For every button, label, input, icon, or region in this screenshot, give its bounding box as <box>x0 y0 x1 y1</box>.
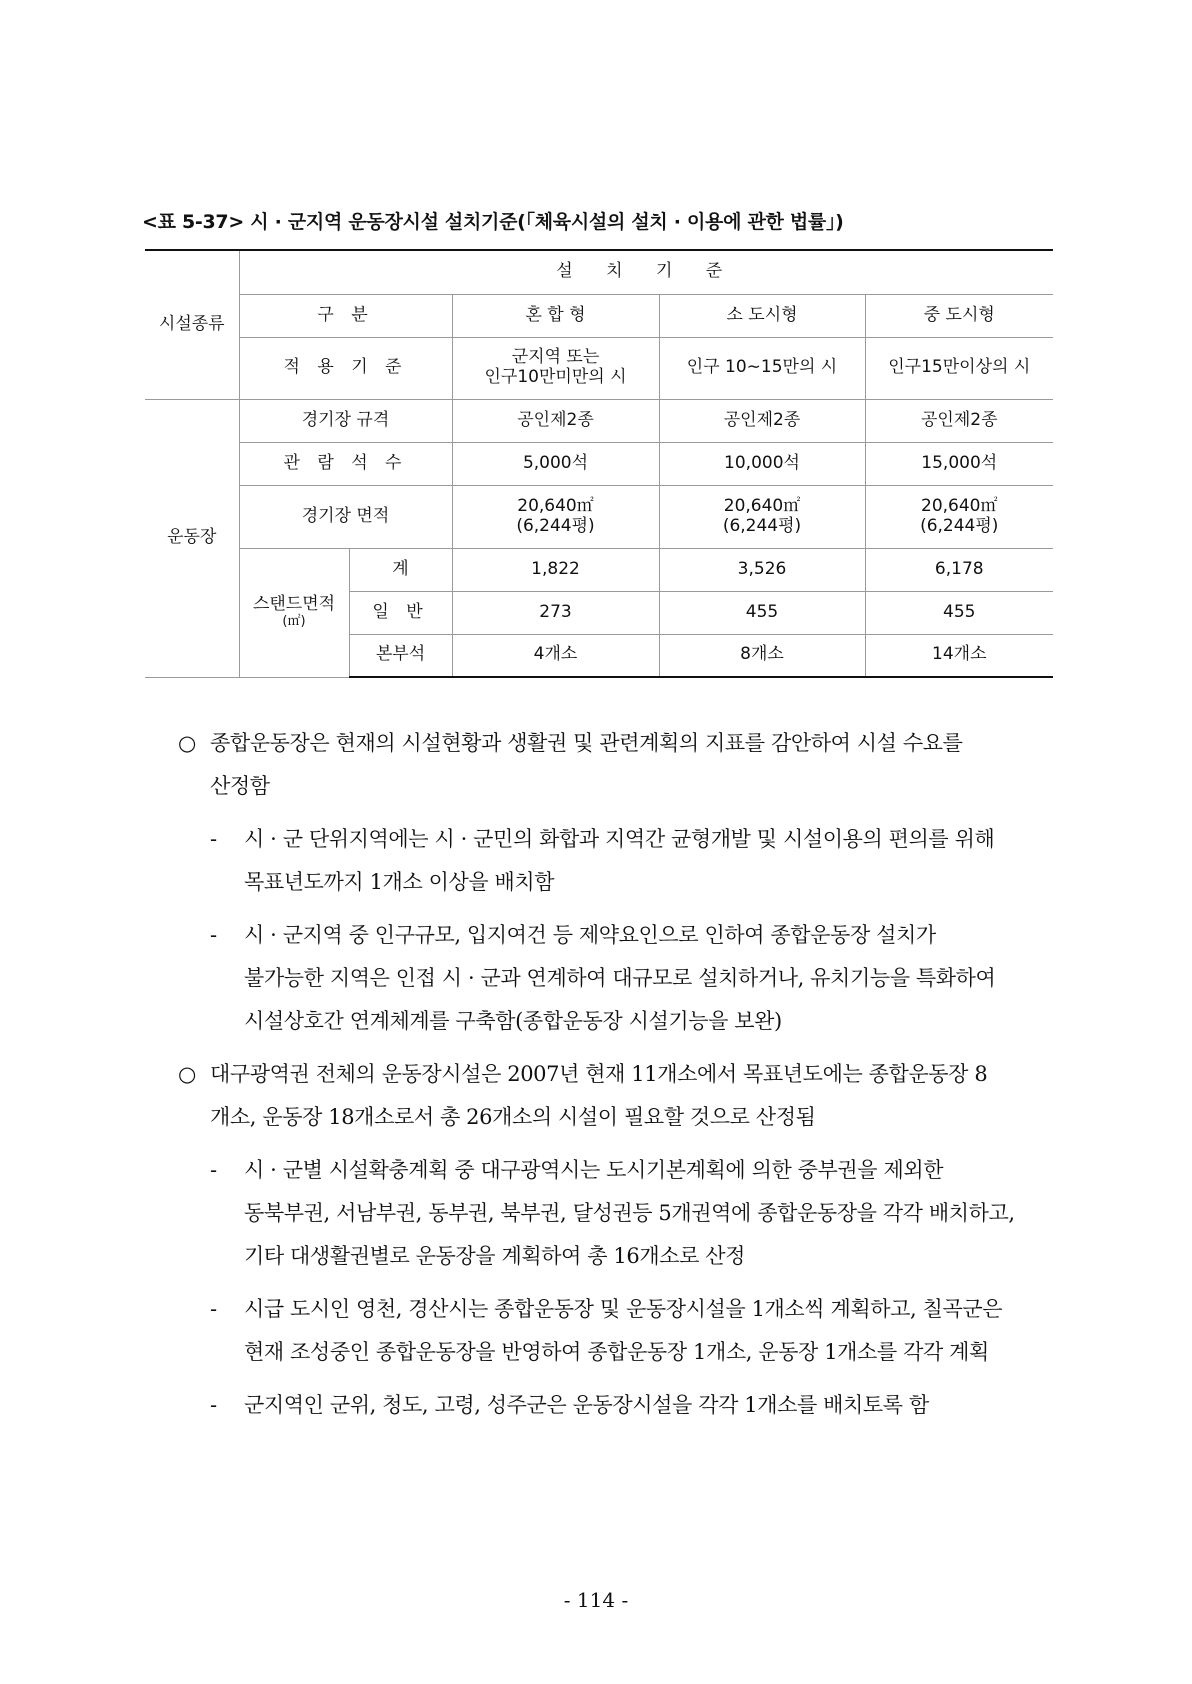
apply-value-mixed-line2: 인구10만미만의 시 <box>484 367 627 387</box>
table-cell: 10,000석 <box>659 442 865 485</box>
apply-value-mixed-line1: 군지역 또는 <box>511 347 600 368</box>
row-label: 계 <box>349 548 452 591</box>
stand-area-title: 스탠드면적 <box>252 594 336 615</box>
stand-area-unit: (㎡) <box>282 613 306 629</box>
text-line: 군지역인 군위, 청도, 고령, 성주군은 운동장시설을 각각 1개소를 배치토록 함 <box>244 1393 929 1417</box>
header-type-medium-city: 중 도시형 <box>865 294 1053 337</box>
table-cell <box>865 485 1053 548</box>
area-value-pyeong: (6,244평) <box>516 515 595 536</box>
area-value-pyeong: (6,244평) <box>722 515 802 536</box>
row-label: 본부석 <box>349 634 452 677</box>
area-value: 20,640㎡ <box>921 495 998 516</box>
row-label: 관 람 석 수 <box>239 442 452 485</box>
header-facility-type: 시설종류 <box>145 250 239 399</box>
dash-marker: - <box>210 1393 217 1417</box>
text-line: 대구광역권 전체의 운동장시설은 2007년 현재 11개소에서 목표년도에는 종합운동장 8 <box>210 1062 988 1086</box>
text-line: 현재 조성중인 종합운동장을 반영하여 종합운동장 1개소, 운동장 1개소를 각각 계획 <box>244 1340 989 1364</box>
dash-paragraph <box>194 818 1060 904</box>
dash-marker: - <box>210 1158 217 1182</box>
text-line: 시 · 군지역 중 인구규모, 입지여건 등 제약요인으로 인하여 종합운동장 설치가 <box>244 923 936 947</box>
dash-marker: - <box>210 923 217 947</box>
text-line: 동북부권, 서남부권, 동부권, 북부권, 달성권등 5개권역에 종합운동장을 각각 배치하고, <box>244 1201 1015 1225</box>
header-criteria: 설 치 기 준 <box>239 250 1053 294</box>
text-line: 기타 대생활권별로 운동장을 계획하여 총 16개소로 산정 <box>244 1244 746 1268</box>
apply-criteria-label: 적 용 기 준 <box>239 337 452 399</box>
header-type-mixed: 혼 합 형 <box>452 294 659 337</box>
header-type-small-city: 소 도시형 <box>659 294 865 337</box>
facility-standards-table <box>145 249 1053 678</box>
dash-paragraph <box>194 1384 1060 1427</box>
table-cell: 3,526 <box>659 548 865 591</box>
area-value-pyeong: (6,244평) <box>920 515 999 536</box>
row-label: 경기장 규격 <box>239 399 452 442</box>
table-caption: <표 5-37> 시 · 군지역 운동장시설 설치기준(「체육시설의 설치 · 이용에 관한 법률」) <box>142 211 844 233</box>
stadium-label: 운동장 <box>145 399 239 677</box>
apply-value-medium-city: 인구15만이상의 시 <box>865 337 1053 399</box>
body-text <box>170 722 1060 1437</box>
table-cell: 공인제2종 <box>659 399 865 442</box>
text-line: 개소, 운동장 18개소로서 총 26개소의 시설이 필요할 것으로 산정됨 <box>210 1105 816 1129</box>
dash-marker: - <box>210 1297 217 1321</box>
table-cell: 6,178 <box>865 548 1053 591</box>
table-cell <box>452 485 659 548</box>
bullet-marker: ○ <box>178 731 196 755</box>
dash-paragraph <box>194 1288 1060 1374</box>
text-line: 시 · 군별 시설확충계획 중 대구광역시는 도시기본계획에 의한 중부권을 제외한 <box>244 1158 944 1182</box>
bullet-paragraph <box>170 722 1060 808</box>
row-label: 일 반 <box>349 591 452 634</box>
dash-paragraph <box>194 914 1060 1043</box>
area-value: 20,640㎡ <box>517 495 594 516</box>
area-value: 20,640㎡ <box>723 495 801 516</box>
page-number: - 114 - <box>563 1588 629 1612</box>
table-cell: 455 <box>659 591 865 634</box>
row-label: 경기장 면적 <box>239 485 452 548</box>
table-cell <box>659 485 865 548</box>
bullet-marker: ○ <box>178 1062 196 1086</box>
table-cell: 273 <box>452 591 659 634</box>
apply-value-mixed <box>452 337 659 399</box>
header-division: 구 분 <box>239 294 452 337</box>
text-line: 시설상호간 연계체계를 구축함(종합운동장 시설기능을 보완) <box>244 1009 782 1033</box>
table-cell: 4개소 <box>452 634 659 677</box>
table-cell: 1,822 <box>452 548 659 591</box>
table-cell: 455 <box>865 591 1053 634</box>
table-cell: 15,000석 <box>865 442 1053 485</box>
apply-value-small-city: 인구 10∼15만의 시 <box>659 337 865 399</box>
table-cell: 14개소 <box>865 634 1053 677</box>
text-line: 산정함 <box>210 774 270 798</box>
bullet-paragraph <box>170 1053 1060 1139</box>
text-line: 시 · 군 단위지역에는 시 · 군민의 화합과 지역간 균형개발 및 시설이용의 편의를 위해 <box>244 827 995 851</box>
table-cell: 공인제2종 <box>865 399 1053 442</box>
table-cell: 5,000석 <box>452 442 659 485</box>
stand-area-label <box>239 548 349 677</box>
dash-paragraph <box>194 1149 1060 1278</box>
table-cell: 공인제2종 <box>452 399 659 442</box>
text-line: 목표년도까지 1개소 이상을 배치함 <box>244 870 555 894</box>
text-line: 시급 도시인 영천, 경산시는 종합운동장 및 운동장시설을 1개소씩 계획하고, 칠곡군은 <box>244 1297 1003 1321</box>
dash-marker: - <box>210 827 217 851</box>
text-line: 종합운동장은 현재의 시설현황과 생활권 및 관련계획의 지표를 감안하여 시설 수요를 <box>210 731 963 755</box>
text-line: 불가능한 지역은 인접 시 · 군과 연계하여 대규모로 설치하거나, 유치기능을 특화하여 <box>244 966 996 990</box>
table-cell: 8개소 <box>659 634 865 677</box>
